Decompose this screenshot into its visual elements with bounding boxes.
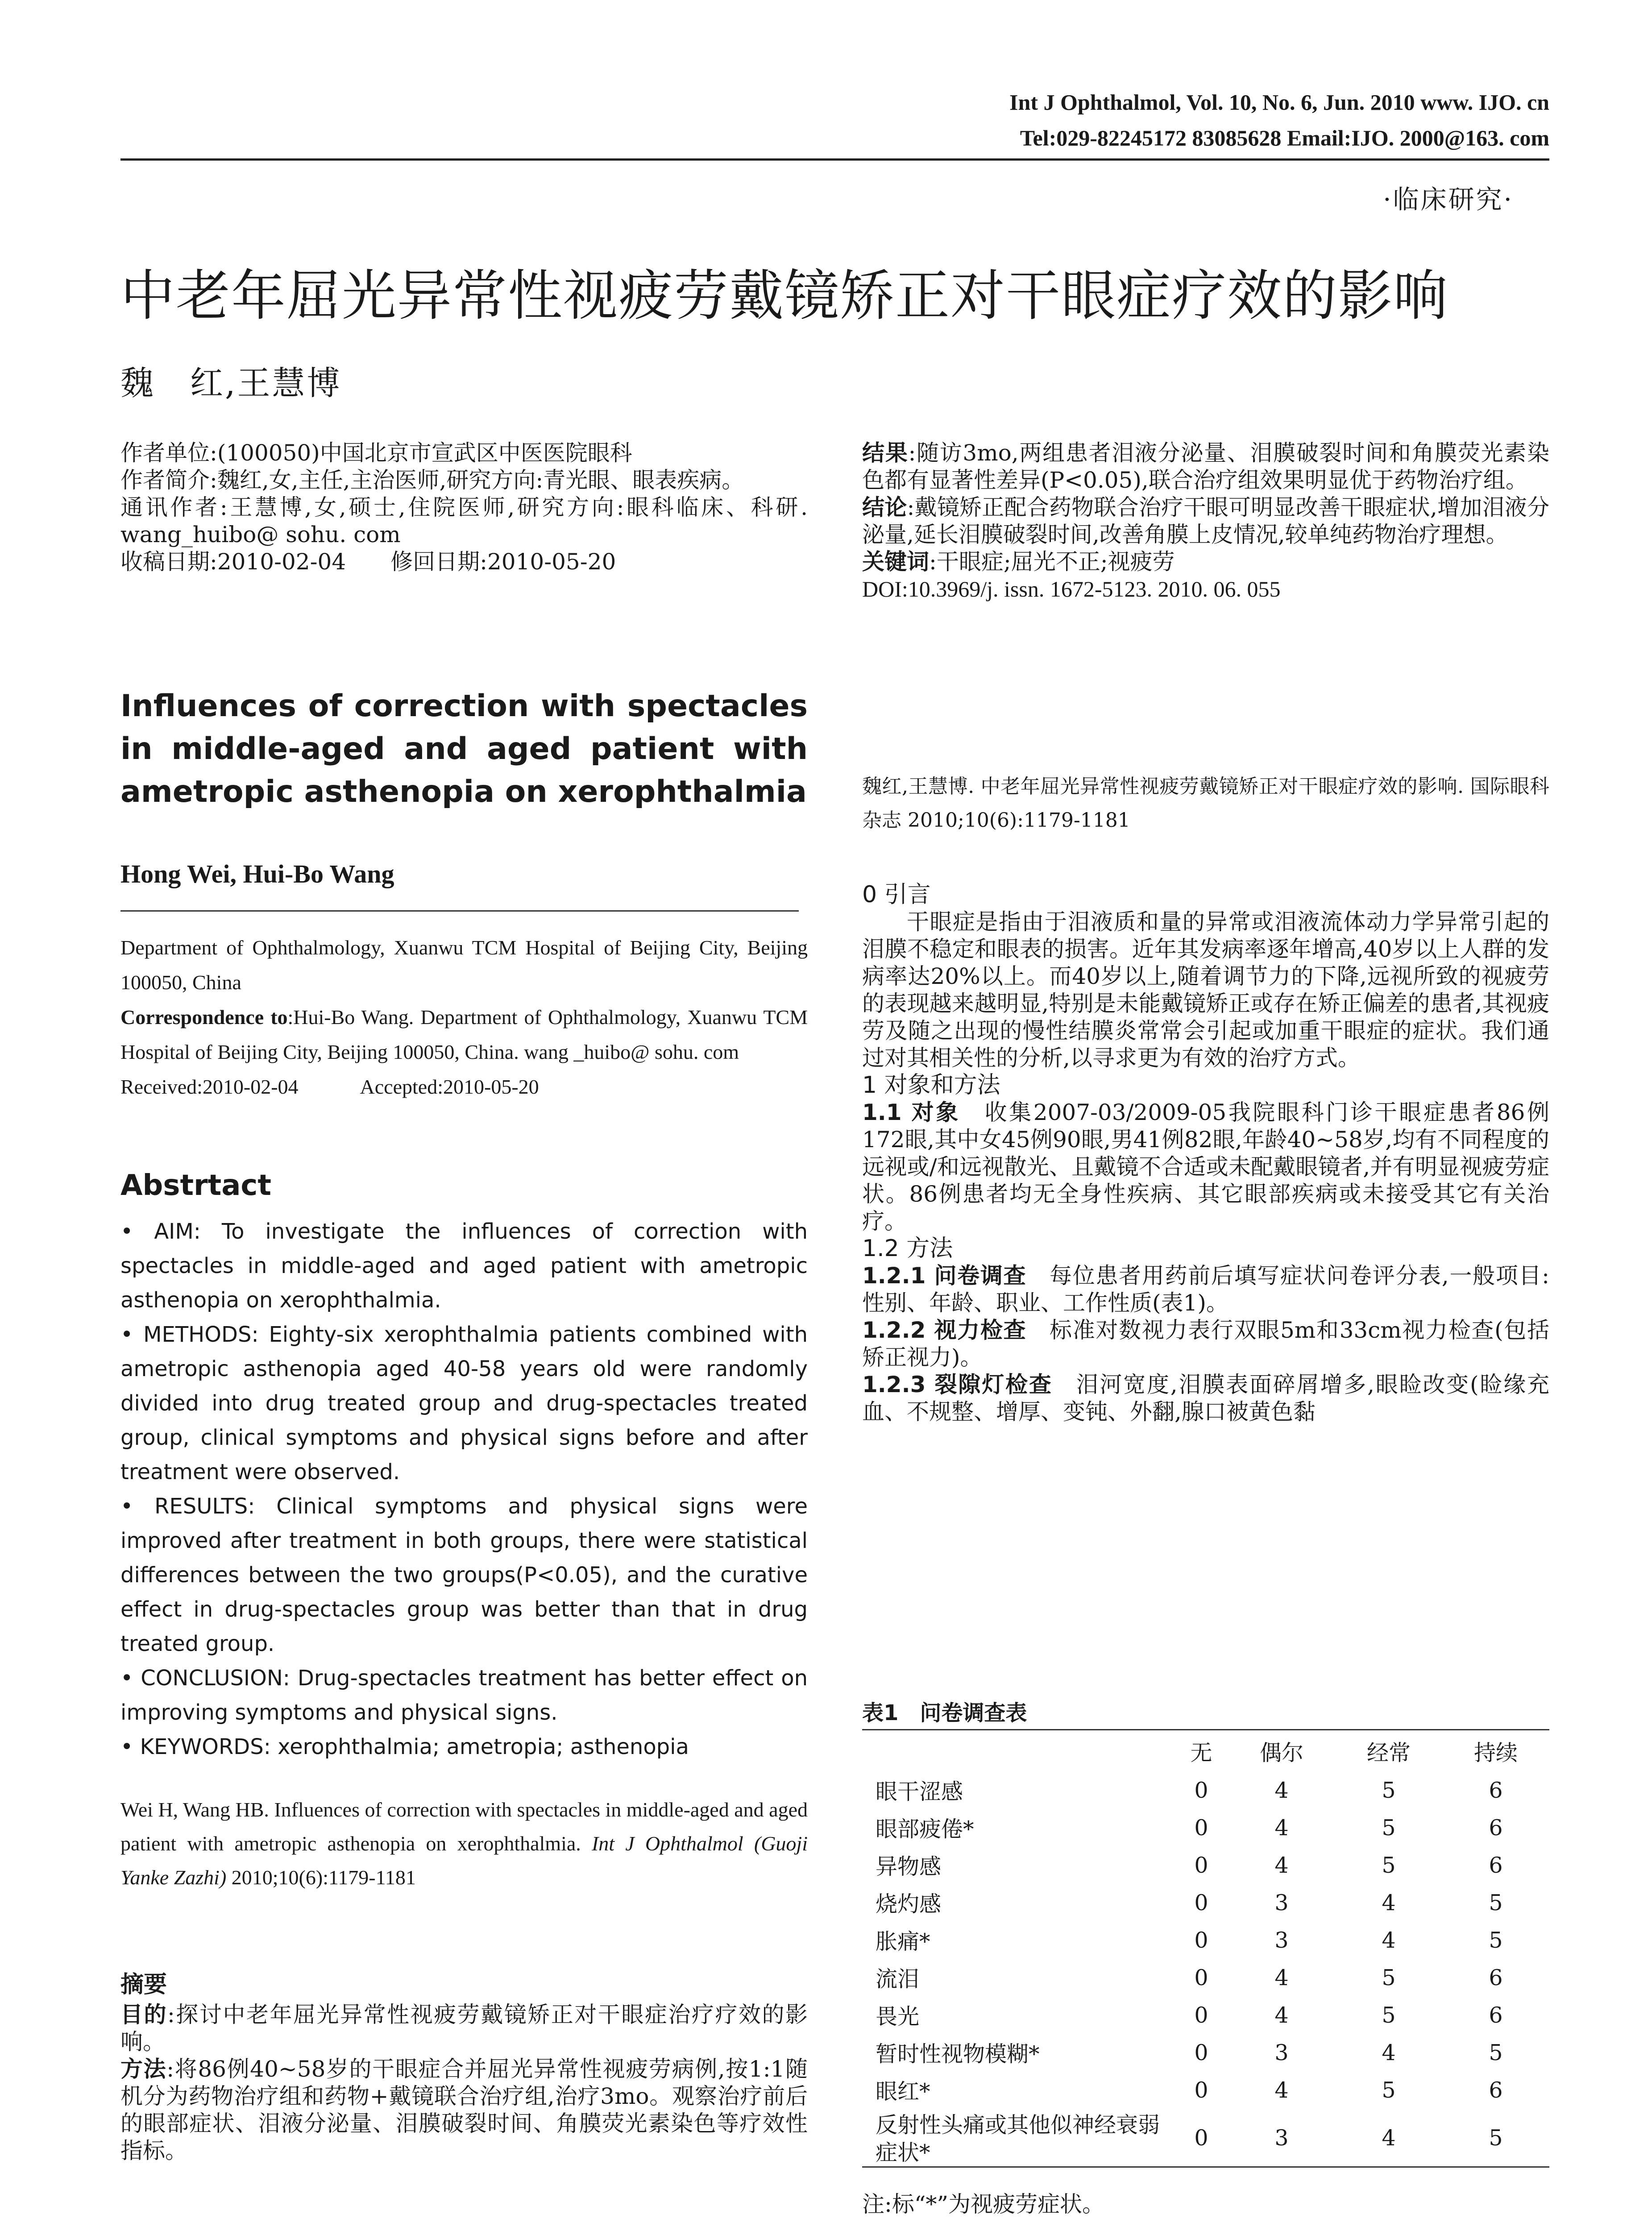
score-cell: 4 (1382, 1927, 1396, 1953)
table-caption: 表1 问卷调查表 (862, 1700, 1027, 1725)
score-cell: 5 (1382, 1965, 1396, 1990)
score-cell: 5 (1489, 1890, 1503, 1916)
score-cell: 5 (1489, 1927, 1503, 1953)
score-cell: 3 (1274, 1890, 1289, 1916)
aim-text: :探讨中老年屈光异常性视疲劳戴镜矫正对干眼症治疗疗效的影响。 (120, 2002, 808, 2055)
conclusion-text: :戴镜矫正配合药物联合治疗干眼可明显改善干眼症状,增加泪液分泌量,延长泪膜破裂时间,改善角膜上皮情况,较单纯药物治疗理想。 (862, 494, 1549, 547)
table-row (862, 2109, 1549, 2167)
abstract-results: • RESULTS: Clinical symptoms and physical signs were improved after treatment in both groups, there were statistical differences between the two groups(P<0.05), and the curative effect in drug-spectacles group was better than that in drug treated group. (120, 1494, 808, 1656)
questionnaire-table (862, 1731, 1549, 2167)
intro-heading: 0 引言 (862, 881, 931, 908)
table-row (862, 1921, 1549, 1959)
citation-journal: Int J Ophthalmol (Guoji Yanke Zazhi) (120, 1832, 808, 1889)
journal-info-line: Int J Ophthalmol, Vol. 10, No. 6, Jun. 2010 www. IJO. cn (1009, 90, 1549, 115)
score-cell: 4 (1274, 1815, 1289, 1841)
score-cell: 0 (1194, 1927, 1208, 1953)
english-authors: Hong Wei, Hui-Bo Wang (120, 859, 394, 888)
vision-test-label: 1.2.2 视力检查 (862, 1317, 1027, 1343)
symptom-cell: 眼部疲倦* (876, 1816, 974, 1842)
table-note: 注:标“*”为视疲劳症状。 (862, 2191, 1104, 2217)
table-row (862, 1959, 1549, 1996)
score-cell: 6 (1489, 1965, 1503, 1990)
score-cell: 6 (1489, 1815, 1503, 1841)
score-cell: 3 (1274, 2125, 1289, 2151)
vision-test-text: 标准对数视力表行双眼5m和33cm视力检查(包括矫正视力)。 (862, 1317, 1549, 1370)
table-header-cell: 持续 (1474, 1740, 1518, 1766)
english-citation (120, 1793, 808, 1895)
abstract-heading: Abstrtact (120, 1169, 271, 1202)
symptom-cell: 眼干涩感 (876, 1779, 963, 1804)
abstract-conclusion: • CONCLUSION: Drug-spectacles treatment has better effect on improving symptoms and physical signs. (120, 1666, 808, 1725)
score-cell: 0 (1194, 1815, 1208, 1841)
abstract-aim: • AIM: To investigate the influences of correction with spectacles in middle-aged and aged patient with ametropic asthenopia on xerophthalmia. (120, 1219, 808, 1313)
symptom-cell: 眼红* (876, 2079, 930, 2104)
table-header-cell: 经常 (1366, 1740, 1411, 1766)
score-cell: 0 (1194, 1965, 1208, 1990)
questionnaire-label: 1.2.1 问卷调查 (862, 1263, 1027, 1289)
methods-text: :将86例40~58岁的干眼症合并屈光异常性视疲劳病例,按1:1随机分为药物治疗组和药物+戴镜联合治疗组,治疗3mo。观察治疗前后的眼部症状、泪液分泌量、泪膜破裂时间、角膜荧光素染色等疗效性指标。 (120, 2056, 808, 2164)
abstract-keywords: • KEYWORDS: xerophthalmia; ametropia; asthenopia (120, 1734, 689, 1759)
author-divider (120, 910, 799, 912)
score-cell: 3 (1274, 2040, 1289, 2065)
article-body (862, 881, 1549, 1426)
table-row (862, 1809, 1549, 1846)
score-cell: 4 (1382, 1890, 1396, 1916)
keywords-label: 关键词 (862, 549, 929, 575)
methods-heading: 1 对象和方法 (862, 1072, 1000, 1099)
table-header-row (862, 1731, 1549, 1771)
article-authors: 魏 红,王慧博 (120, 364, 342, 402)
table-header-cell: 无 (1190, 1740, 1212, 1766)
symptom-cell: 反射性头痛或其他似神经衰弱症状* (876, 2112, 1160, 2165)
methods-label: 方法 (120, 2056, 167, 2082)
symptom-cell: 畏光 (876, 2004, 920, 2029)
chinese-abstract-heading: 摘要 (120, 1971, 167, 1998)
method-subheading: 1.2 方法 (862, 1235, 953, 1262)
score-cell: 0 (1194, 2040, 1208, 2065)
table-top-rule (862, 1729, 1549, 1730)
author-correspondence: 通讯作者:王慧博,女,硕士,住院医师,研究方向:眼科临床、科研. wang_huibo@ sohu. com (120, 494, 808, 547)
table-header-cell: 偶尔 (1260, 1740, 1304, 1766)
score-cell: 3 (1274, 1927, 1289, 1953)
score-cell: 6 (1489, 2002, 1503, 2028)
symptom-cell: 胀痛* (876, 1929, 930, 1954)
score-cell: 0 (1194, 1890, 1208, 1916)
english-title: Influences of correction with spectacles in middle-aged and aged patient with ametropic asthenopia on xerophthalmia (120, 688, 808, 809)
table-bottom-rule (862, 2166, 1549, 2168)
english-affiliation-block (120, 930, 808, 1104)
questionnaire-text: 每位患者用药前后填写症状问卷评分表,一般项目:性别、年龄、职业、工作性质(表1)。 (862, 1263, 1549, 1316)
score-cell: 5 (1489, 2125, 1503, 2151)
aim-label: 目的 (120, 2002, 168, 2028)
english-dates: Received:2010-02-04 Accepted:2010-05-20 (120, 1075, 539, 1098)
symptom-cell: 流泪 (876, 1966, 920, 1992)
score-cell: 6 (1489, 1852, 1503, 1878)
slit-lamp-label: 1.2.3 裂隙灯检查 (862, 1372, 1053, 1397)
table-row (862, 2034, 1549, 2071)
correspondence-label: Correspondence to (120, 1006, 288, 1028)
score-cell: 4 (1274, 2077, 1289, 2103)
table-row (862, 1884, 1549, 1921)
subjects-text: 收集2007-03/2009-05我院眼科门诊干眼症患者86例172眼,其中女45例90眼,男41例82眼,年龄40~58岁,均有不同程度的远视或/和远视散光、且戴镜不合适或未配戴眼镜者,并有明显视疲劳症状。86例患者均无全身性疾病、其它眼部疾病或未接受其它有关治疗。 (862, 1099, 1550, 1234)
score-cell: 5 (1382, 1815, 1396, 1841)
table-row (862, 1996, 1549, 2034)
score-cell: 0 (1194, 2002, 1208, 2028)
author-affiliation: 作者单位:(100050)中国北京市宣武区中医医院眼科 (120, 440, 632, 466)
score-cell: 4 (1382, 2040, 1396, 2065)
score-cell: 0 (1194, 1777, 1208, 1803)
correspondence-text: :Hui-Bo Wang. Department of Ophthalmology, Xuanwu TCM Hospital of Beijing City, Beijing 100050, China. wang _huibo@ sohu. com (120, 1006, 808, 1063)
author-info (120, 440, 808, 576)
english-correspondence (120, 1000, 808, 1070)
subjects-label: 1.1 对象 (862, 1099, 960, 1125)
journal-contact-line: Tel:029-82245172 83085628 Email:IJO. 2000@163. com (1020, 125, 1549, 150)
chinese-citation: 魏红,王慧博. 中老年屈光异常性视疲劳戴镜矫正对干眼症疗效的影响. 国际眼科杂志 2010;10(6):1179-1181 (862, 775, 1549, 832)
questionnaire-table-wrap (862, 1731, 1549, 2167)
results-label: 结果 (862, 440, 909, 466)
score-cell: 5 (1382, 1777, 1396, 1803)
intro-paragraph: 干眼症是指由于泪液质和量的异常或泪液流体动力学异常引起的泪膜不稳定和眼表的损害。近年其发病率逐年增高,40岁以上人群的发病率达20%以上。而40岁以上,随着调节力的下降,远视所致的视疲劳的表现越来越明显,特别是未能戴镜矫正或存在矫正偏差的患者,其视疲劳及随之出现的慢性结膜炎常常会引起或加重干眼症的症状。我们通过对其相关性的分析,以寻求更为有效的治疗方式。 (862, 909, 1549, 1071)
symptom-cell: 暂时性视物模糊* (876, 2041, 1040, 2067)
score-cell: 0 (1194, 1852, 1208, 1878)
citation-authors-title: Wei H, Wang HB. Influences of correction with spectacles in middle-aged and aged patient with ametropic asthenopia on xerophthalmia. (120, 1798, 808, 1855)
conclusion-label: 结论 (862, 494, 907, 520)
doi: DOI:10.3969/j. issn. 1672-5123. 2010. 06. 055 (862, 576, 1281, 601)
score-cell: 6 (1489, 1777, 1503, 1803)
chinese-abstract (120, 1971, 808, 2165)
score-cell: 6 (1489, 2077, 1503, 2103)
abstract-methods: • METHODS: Eighty-six xerophthalmia patients combined with ametropic asthenopia aged 40-58 years old were randomly divided into drug treated group and drug-spectacles treated group, clinical symptoms and physical signs before and after treatment were observed. (120, 1322, 808, 1485)
english-abstract (120, 1215, 808, 1764)
header-rule (120, 158, 1549, 161)
score-cell: 4 (1274, 1777, 1289, 1803)
article-title: 中老年屈光异常性视疲劳戴镜矫正对干眼症疗效的影响 (120, 264, 1449, 328)
score-cell: 4 (1274, 1852, 1289, 1878)
english-department: Department of Ophthalmology, Xuanwu TCM Hospital of Beijing City, Beijing 100050, China (120, 936, 808, 994)
score-cell: 5 (1382, 1852, 1396, 1878)
score-cell: 4 (1274, 2002, 1289, 2028)
symptom-cell: 烧灼感 (876, 1891, 942, 1917)
chinese-abstract-continued (862, 440, 1549, 603)
symptom-cell: 异物感 (876, 1854, 942, 1879)
table-row (862, 1771, 1549, 1809)
table-row (862, 2071, 1549, 2109)
score-cell: 4 (1274, 1965, 1289, 1990)
score-cell: 0 (1194, 2077, 1208, 2103)
table-row (862, 1846, 1549, 1884)
results-text: :随访3mo,两组患者泪液分泌量、泪膜破裂时间和角膜荧光素染色都有显著性差异(P<0.05),联合治疗组效果明显优于药物治疗组。 (862, 440, 1550, 493)
score-cell: 4 (1382, 2125, 1396, 2151)
score-cell: 0 (1194, 2125, 1208, 2151)
slit-lamp-text: 泪河宽度,泪膜表面碎屑增多,眼睑改变(睑缘充血、不规整、增厚、变钝、外翻,腺口被黄色黏 (862, 1372, 1550, 1425)
received-dates: 收稿日期:2010-02-04 修回日期:2010-05-20 (120, 549, 616, 575)
citation-volume: 2010;10(6):1179-1181 (226, 1866, 416, 1889)
score-cell: 5 (1382, 2077, 1396, 2103)
score-cell: 5 (1382, 2002, 1396, 2028)
keywords-text: :干眼症;屈光不正;视疲劳 (929, 549, 1175, 575)
table-header-cell (862, 1731, 1175, 1771)
score-cell: 5 (1489, 2040, 1503, 2065)
author-bio: 作者简介:魏红,女,主任,主治医师,研究方向:青光眼、眼表疾病。 (120, 467, 744, 493)
section-tag: ·临床研究· (1383, 184, 1514, 215)
